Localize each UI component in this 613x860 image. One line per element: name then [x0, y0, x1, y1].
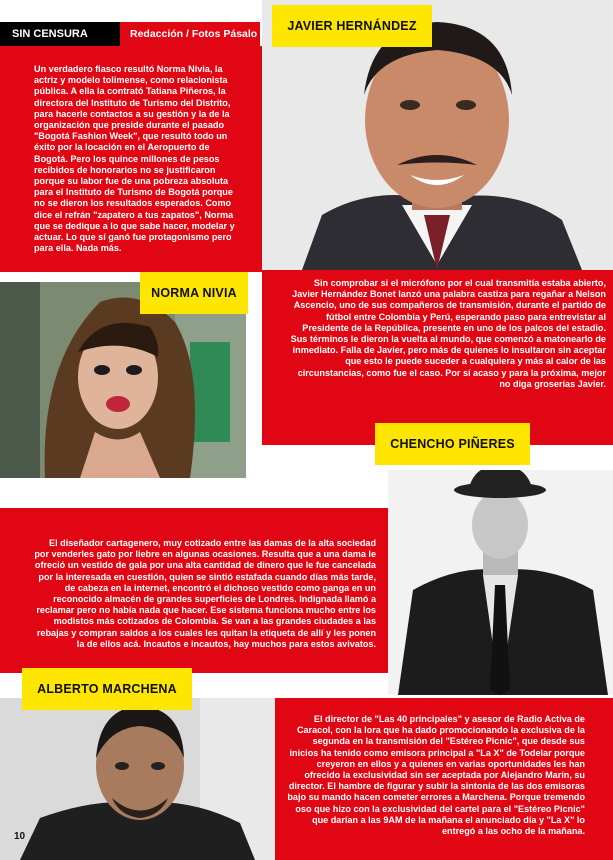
- norma-story-block: [0, 46, 262, 272]
- alberto-name-tag: ALBERTO MARCHENA: [22, 668, 192, 710]
- javier-name-tag: JAVIER HERNÁNDEZ: [272, 5, 432, 47]
- norma-story-text: Un verdadero fiasco resultó Norma Nivia, la actriz y modelo tolimense, como relacionista pública. A ella la contrató Tatiana Piñeros, la directora del Instituto de Turismo del Distrito, para hacerle contactos a su gestión y la de la organización que preside durante el pasado "Bogotá Fashion Week", que resultó todo un éxito por la locación en el Aeropuerto de Bogotá. Pero los quince millones de pesos recibidos de honorarios no se justificaron porque su labor fue de una pobreza absoluta para el Instituto de Turismo de Bogotá porque no se dieron los resultados esperados. Como dice el refrán "zapatero a tus zapatos", Norma que se dedique a lo que sabe hacer, modelar y actuar. Lo que sí ganó fue protagonismo pero para ella. Nada más.: [34, 64, 235, 254]
- chencho-photo: [388, 470, 613, 695]
- javier-story-block: [262, 270, 613, 445]
- alberto-story-text: El director de "Las 40 principales" y asesor de Radio Activa de Caracol, con la lora que ha dado promocionando la exclusiva de la segunda en la transmisión del "Estéreo Picnic", que desde sus inicios ha tenido como emisora principal a "La X" de Todelar porque creyeron en ellos y a quienes en varias oportunidades les han ofrecido la exclusividad sin ser aceptada por Alejandro Marín, su director. El hambre de figurar y subir la sintonía de las dos emisoras bajo su mando hacen cometer errores a Marchena. Porque tremendo oso que hizo con la exclusividad del cartel para el "Estéreo Picnic" que darían a las 9AM de la mañana el anunciado día y "La X" lo entregó a las ocho de la mañana.: [287, 714, 585, 837]
- alberto-story-block: [275, 698, 613, 860]
- header-section-tag: [0, 22, 120, 46]
- javier-photo: [262, 0, 613, 270]
- javier-story-text: Sin comprobar si el micrófono por el cual transmitía estaba abierto, Javier Hernández Bonet lanzó una palabra castiza para regañar a Nelson Ascencio, uno de sus compañeros de transmisión, durante el partido de fútbol entre Colombia y Perú, esperando paso para entrevistar al Presidente de la República, presente en uno de los palcos del estadio. Sus términos le dieron la vuelta al mundo, que comenzó a matonearlo de inmediato. Falla de Javier, pero más de quienes lo insultaron sin aceptar que esto le puede suceder a cualquiera y más al calor de las circunstancias, como fue el caso. Por sí acaso y para la próxima, mejor no diga groserías Javier.: [290, 278, 606, 389]
- header-credit-bar: [120, 22, 260, 46]
- alberto-photo: [0, 698, 275, 860]
- credit-label: Redacción / Fotos Pásalo: [130, 28, 258, 40]
- norma-name-tag: NORMA NIVIA: [140, 272, 248, 314]
- chencho-name-tag: CHENCHO PIÑERES: [375, 423, 530, 465]
- section-label: SIN CENSURA: [12, 28, 88, 40]
- chencho-story-block: [0, 508, 388, 673]
- page-number: 10: [14, 831, 26, 842]
- chencho-story-text: El diseñador cartagenero, muy cotizado entre las damas de la alta sociedad por venderles gato por liebre en algunas ocasiones. Resulta que a una dama le ofreció un vestido de gala por una alta cantidad de dinero que le fue cancelada por la interesada en cuestión, quien se sintió estafada cuando días más tarde, de cabeza en la internet, encontró el dichoso vestido como ganga en un reconocido almacén de grandes superficies de Londres. Indignada llamó a reclamar pero no había nada que hacer. Ese sistema funciona mucho entre los modistos más cotizados de Colombia. Se van a las grandes ciudades a las rebajas y compran saldos a los cuales les quitan la etiqueta de allí y les ponen la de ellos acá. Incautos e incautos, hay muchos para estos avivatos.: [34, 538, 376, 649]
